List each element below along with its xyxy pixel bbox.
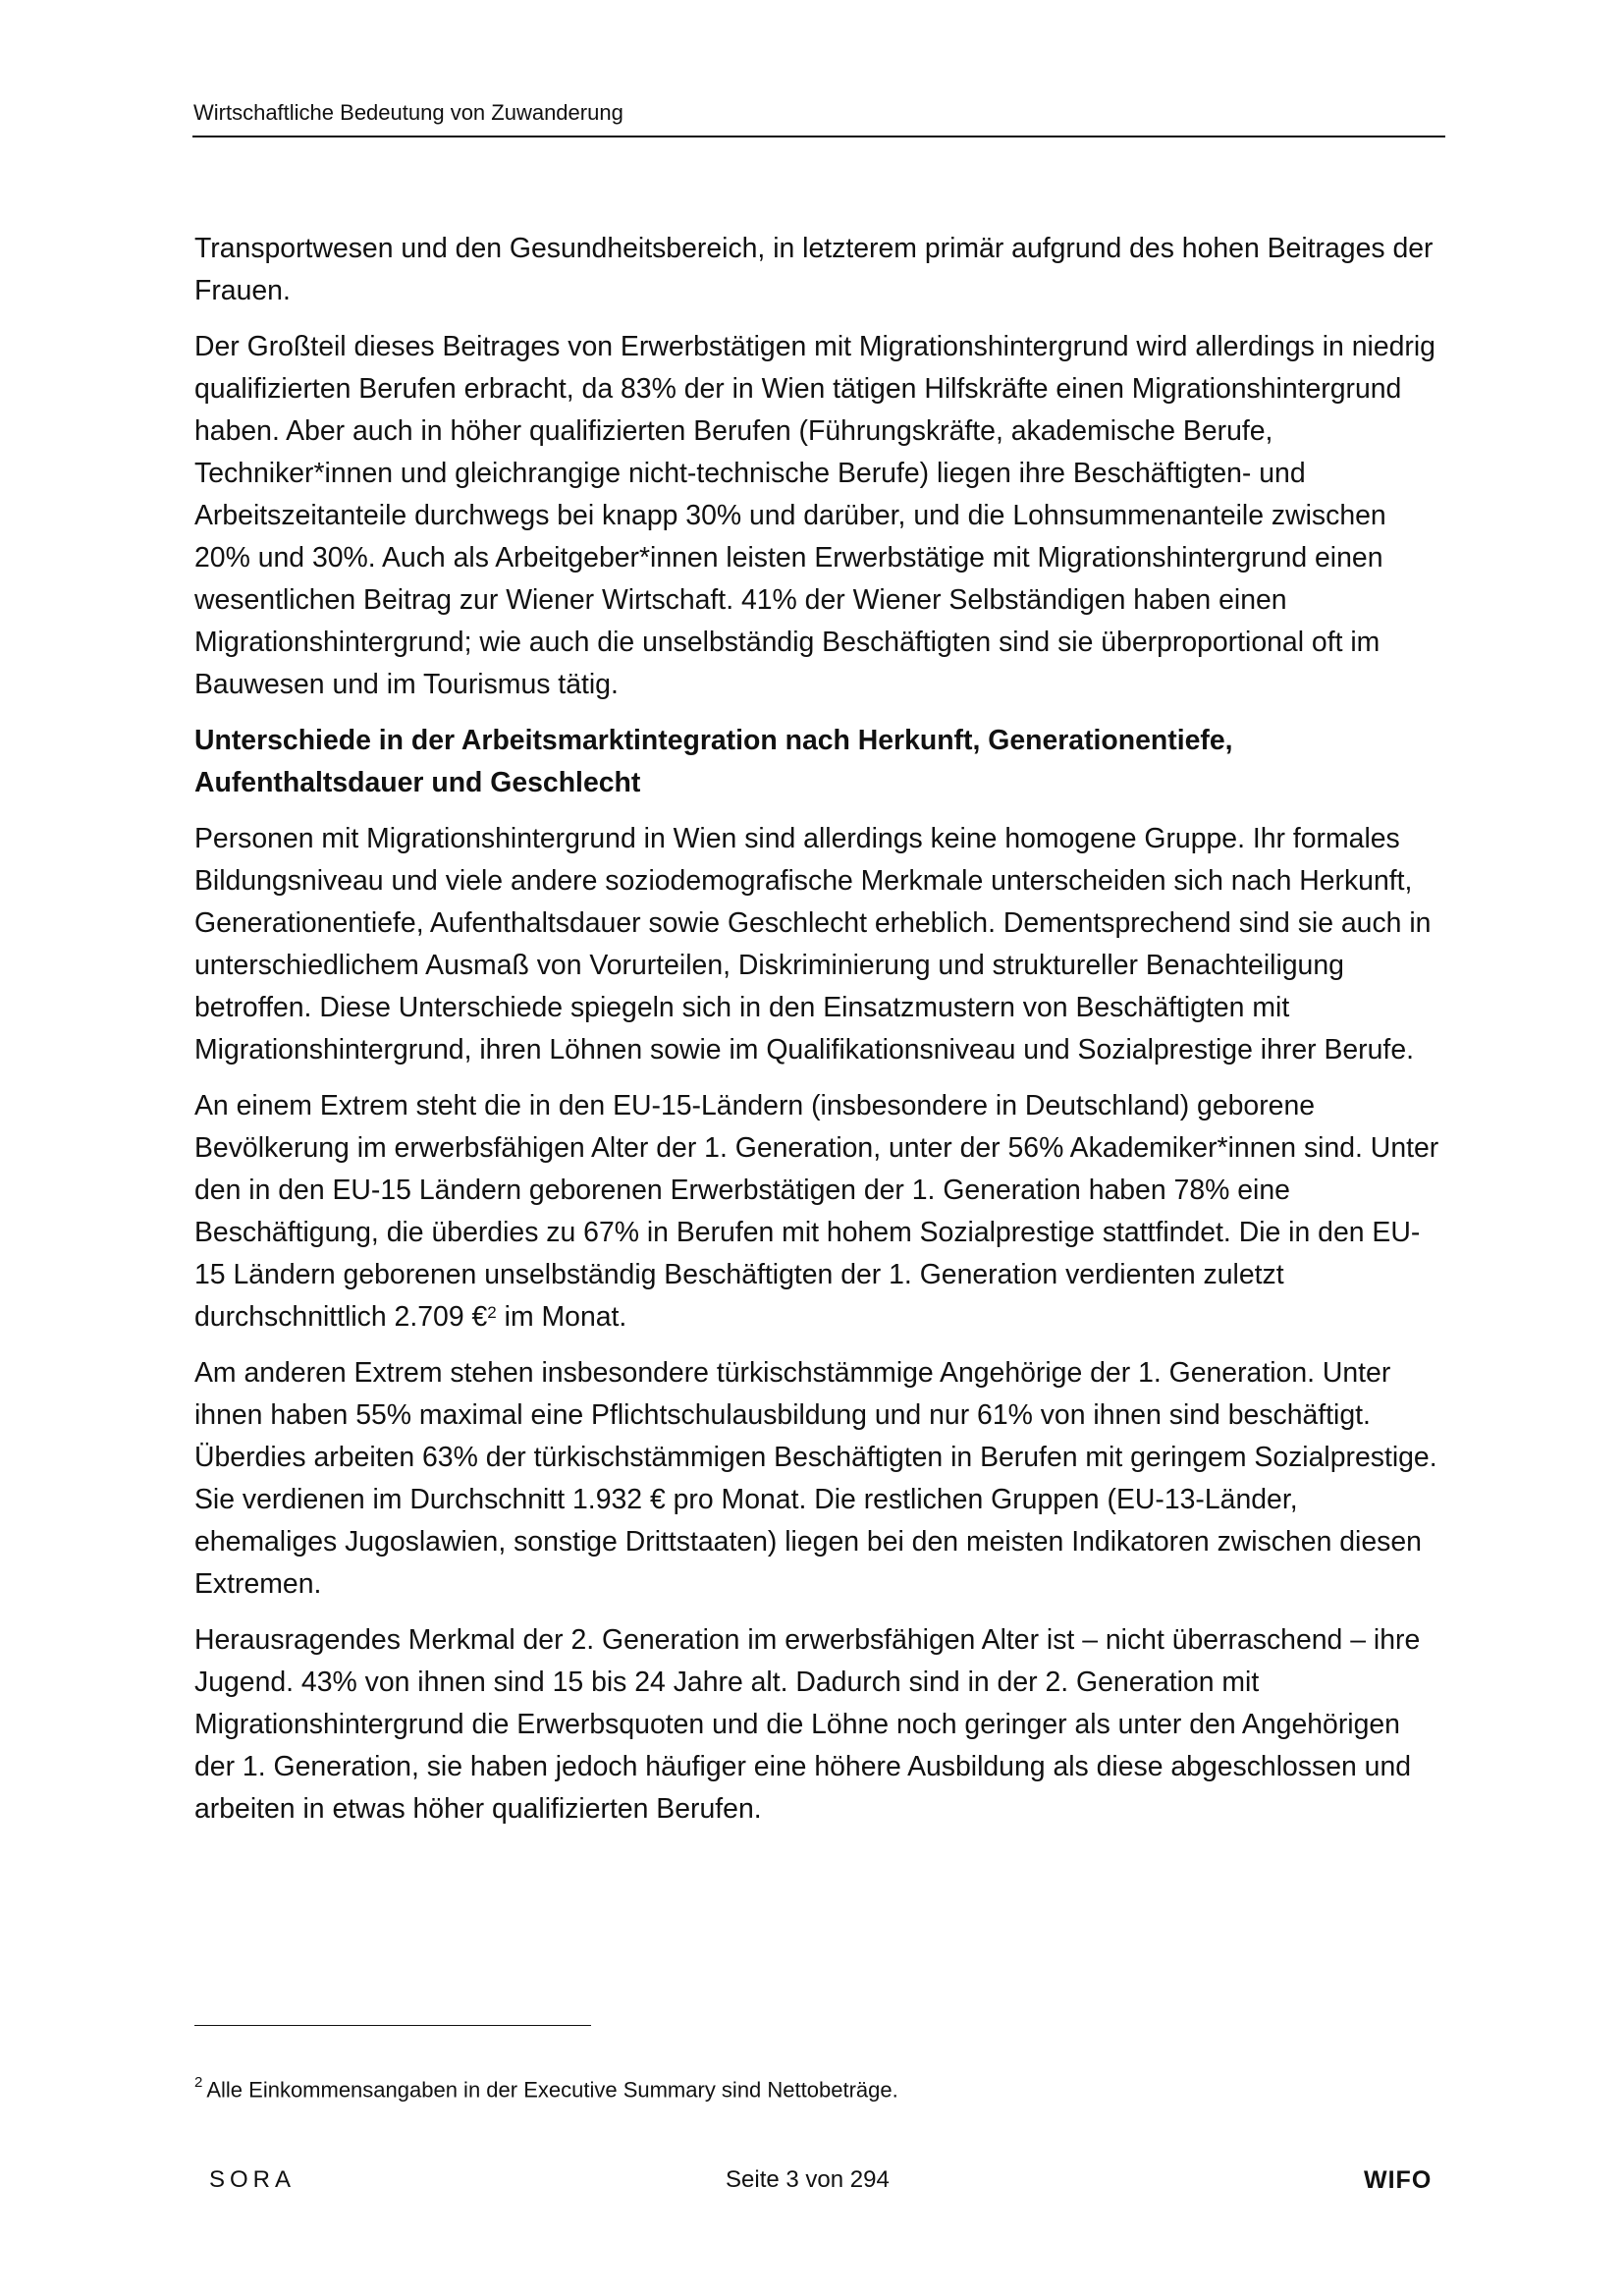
sora-logo: SORA [209,2166,297,2193]
section-heading: Unterschiede in der Arbeitsmarktintegration nach Herkunft, Generationentiefe, Aufenthaltsdauer und Geschlecht [194,725,1233,798]
wifo-logo: WIFO [1364,2166,1433,2194]
paragraph-3: Personen mit Migrationshintergrund in Wien sind allerdings keine homogene Gruppe. Ihr formales Bildungsniveau und viele andere soziodemografische Merkmale unterscheiden sich nach Herkunft, Generationentiefe, Aufenthaltsdauer sowie Geschlecht erheblich. Dementsprechend sind sie auch in unterschiedlichem Ausmaß von Vorurteilen, Diskriminierung und struktureller Benachteiligung betroffen. Diese Unterschiede spiegeln sich in den Einsatzmustern von Beschäftigten mit Migrationshintergrund, ihren Löhnen sowie im Qualifikationsniveau und Sozialprestige ihrer Berufe. [194,823,1432,1066]
paragraph-4 [194,1085,1447,1339]
footnote-divider [194,2025,591,2026]
footnote-mark: 2 [194,2074,203,2091]
paragraph-2: Der Großteil dieses Beitrages von Erwerbstätigen mit Migrationshintergrund wird allerdings in niedrig qualifizierten Berufen erbracht, da 83% der in Wien tätigen Hilfskräfte einen Migrationshintergrund haben. Aber auch in höher qualifizierten Berufen (Führungskräfte, akademische Berufe, Techniker*innen und gleichrangige nicht-technische Berufe) liegen ihre Beschäftigten- und Arbeitszeitanteile durchwegs bei knapp 30% und darüber, und die Lohnsummenanteile zwischen 20% und 30%. Auch als Arbeitgeber*innen leisten Erwerbstätige mit Migrationshintergrund einen wesentlichen Beitrag zur Wiener Wirtschaft. 41% der Wiener Selbständigen haben einen Migrationshintergrund; wie auch die unselbständig Beschäftigten sind sie überproportional oft im Bauwesen und im Tourismus tätig. [194,331,1435,700]
footnote-reference[interactable]: 2 [487,1302,497,1322]
footnote-text: Alle Einkommensangaben in der Executive Summary sind Nettobeträge. [206,2077,898,2103]
paragraph-6: Herausragendes Merkmal der 2. Generation im erwerbsfähigen Alter ist – nicht überraschend – ihre Jugend. 43% von ihnen sind 15 bis 24 Jahre alt. Dadurch sind in der 2. Generation mit Migrationshintergrund die Erwerbsquoten und die Löhne noch geringer als unter den Angehörigen der 1. Generation, sie haben jedoch häufiger eine höhere Ausbildung als diese abgeschlossen und arbeiten in etwas höher qualifizierten Berufen. [194,1624,1421,1825]
paragraph-4-tail: im Monat. [496,1301,627,1333]
page-number: Seite 3 von 294 [726,2166,890,2193]
main-content [194,228,1447,1844]
paragraph-5: Am anderen Extrem stehen insbesondere türkischstämmige Angehörige der 1. Generation. Unter ihnen haben 55% maximal eine Pflichtschulausbildung und nur 61% von ihnen sind beschäftigt. Überdies arbeiten 63% der türkischstämmigen Beschäftigten in Berufen mit geringem Sozialprestige. Sie verdienen im Durchschnitt 1.932 € pro Monat. Die restlichen Gruppen (EU-13-Länder, ehemaliges Jugoslawien, sonstige Drittstaaten) liegen bei den meisten Indikatoren zwischen diesen Extremen. [194,1357,1437,1600]
running-header-title: Wirtschaftliche Bedeutung von Zuwanderung [193,100,623,125]
paragraph-1: Transportwesen und den Gesundheitsbereich, in letzterem primär aufgrund des hohen Beitrages der Frauen. [194,233,1434,306]
header-divider [192,136,1445,137]
footnote [194,2070,898,2105]
paragraph-4-text: An einem Extrem steht die in den EU-15-Ländern (insbesondere in Deutschland) geborene Bevölkerung im erwerbsfähigen Alter der 1. Generation, unter der 56% Akademiker*innen sind. Unter den in den EU-15 Ländern geborenen Erwerbstätigen der 1. Generation haben 78% eine Beschäftigung, die überdies zu 67% in Berufen mit hohem Sozialprestige stattfindet. Die in den EU-15 Ländern geborenen unselbständig Beschäftigten der 1. Generation verdienten zuletzt durchschnittlich 2.709 € [194,1090,1439,1333]
